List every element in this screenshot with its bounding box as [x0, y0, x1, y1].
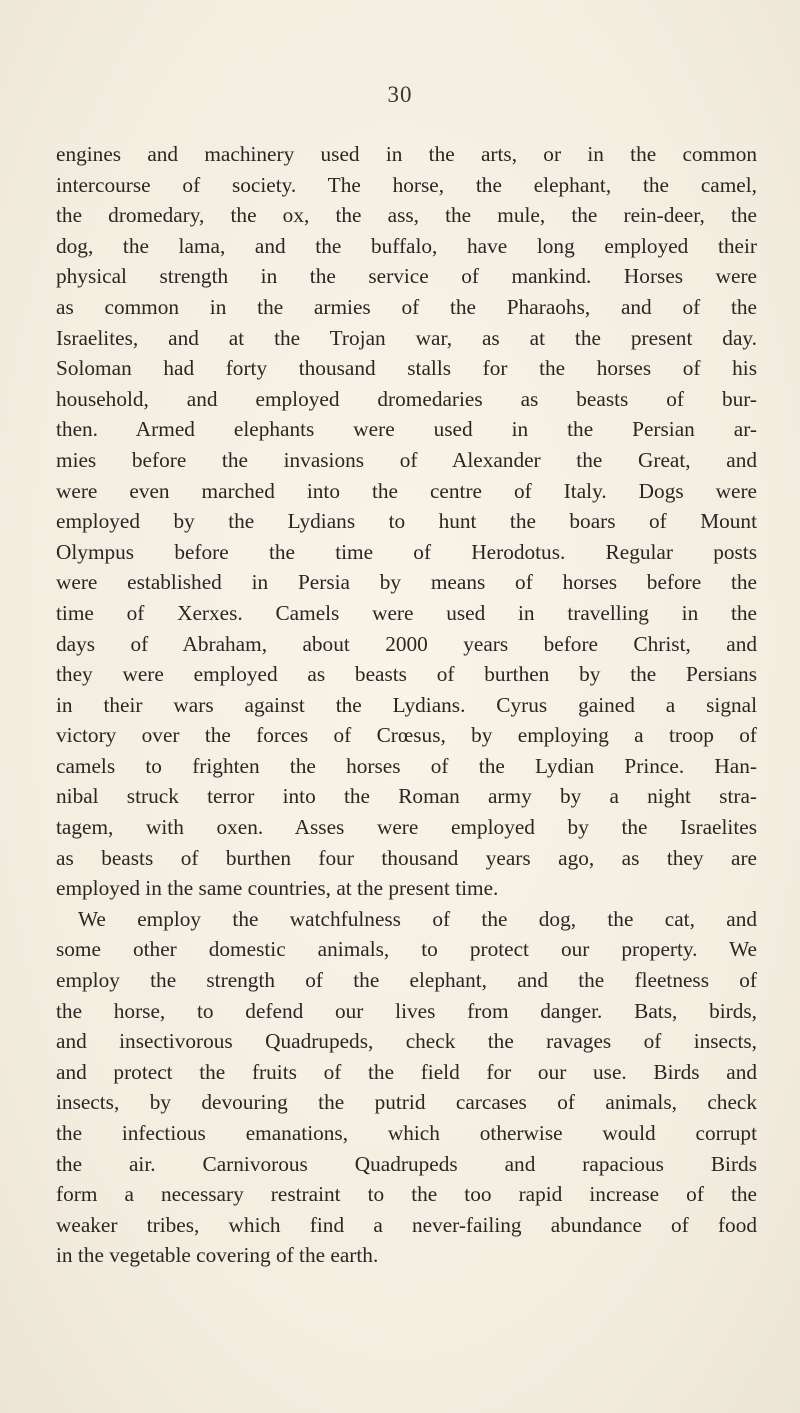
- text-line: as common in the armies of the Pharaohs, and of the: [56, 294, 757, 319]
- text-line: were established in Persia by means of horses before the: [56, 570, 757, 595]
- text-line: Israelites, and at the Trojan war, as at the present day.: [56, 325, 757, 350]
- text-line: employ the strength of the elephant, and the fleetness of: [56, 968, 757, 993]
- text-line: then. Armed elephants were used in the Persian ar-: [56, 417, 757, 442]
- text-line: tagem, with oxen. Asses were employed by the Israelites: [56, 815, 757, 840]
- text-line: the horse, to defend our lives from danger. Bats, birds,: [56, 998, 757, 1023]
- text-line: mies before the invasions of Alexander the Great, and: [56, 447, 757, 472]
- text-line: some other domestic animals, to protect our property. We: [56, 937, 757, 962]
- text-line: physical strength in the service of mankind. Horses were: [56, 264, 757, 289]
- text-line: and protect the fruits of the field for our use. Birds and: [56, 1059, 757, 1084]
- text-line: and insectivorous Quadrupeds, check the ravages of insects,: [56, 1029, 757, 1054]
- text-line: intercourse of society. The horse, the elephant, the camel,: [56, 172, 757, 197]
- text-line: weaker tribes, which find a never-failing abundance of food: [56, 1212, 757, 1237]
- text-line: time of Xerxes. Camels were used in travelling in the: [56, 600, 757, 625]
- text-line: employed by the Lydians to hunt the boars of Mount: [56, 509, 757, 534]
- text-line: insects, by devouring the putrid carcases of animals, check: [56, 1090, 757, 1115]
- text-line: were even marched into the centre of Italy. Dogs were: [56, 478, 757, 503]
- body-text: [56, 139, 757, 1271]
- text-line: engines and machinery used in the arts, or in the common: [56, 142, 757, 166]
- text-line: the dromedary, the ox, the ass, the mule, the rein-deer, the: [56, 203, 757, 228]
- text-line: We employ the watchfulness of the dog, the cat, and: [78, 906, 757, 931]
- text-line: dog, the lama, and the buffalo, have long employed their: [56, 233, 757, 258]
- text-line: in the vegetable covering of the earth.: [56, 1243, 379, 1268]
- page-number: 30: [387, 82, 413, 107]
- text-line: victory over the forces of Crœsus, by employing a troop of: [56, 723, 757, 748]
- text-line: nibal struck terror into the Roman army by a night stra-: [56, 784, 757, 809]
- text-line: form a necessary restraint to the too rapid increase of the: [56, 1182, 757, 1207]
- text-line: camels to frighten the horses of the Lydian Prince. Han-: [56, 753, 757, 778]
- text-line: employed in the same countries, at the present time.: [56, 876, 499, 901]
- text-line: in their wars against the Lydians. Cyrus gained a signal: [56, 692, 757, 717]
- text-line: Olympus before the time of Herodotus. Regular posts: [56, 539, 757, 564]
- text-line: Soloman had forty thousand stalls for the horses of his: [56, 356, 757, 381]
- text-line: as beasts of burthen four thousand years ago, as they are: [56, 845, 757, 870]
- text-line: days of Abraham, about 2000 years before Christ, and: [56, 631, 757, 656]
- text-line: household, and employed dromedaries as beasts of bur-: [56, 386, 757, 411]
- text-line: the infectious emanations, which otherwise would corrupt: [56, 1121, 757, 1145]
- text-line: they were employed as beasts of burthen by the Persians: [56, 662, 757, 687]
- text-line: the air. Carnivorous Quadrupeds and rapacious Birds: [56, 1151, 757, 1176]
